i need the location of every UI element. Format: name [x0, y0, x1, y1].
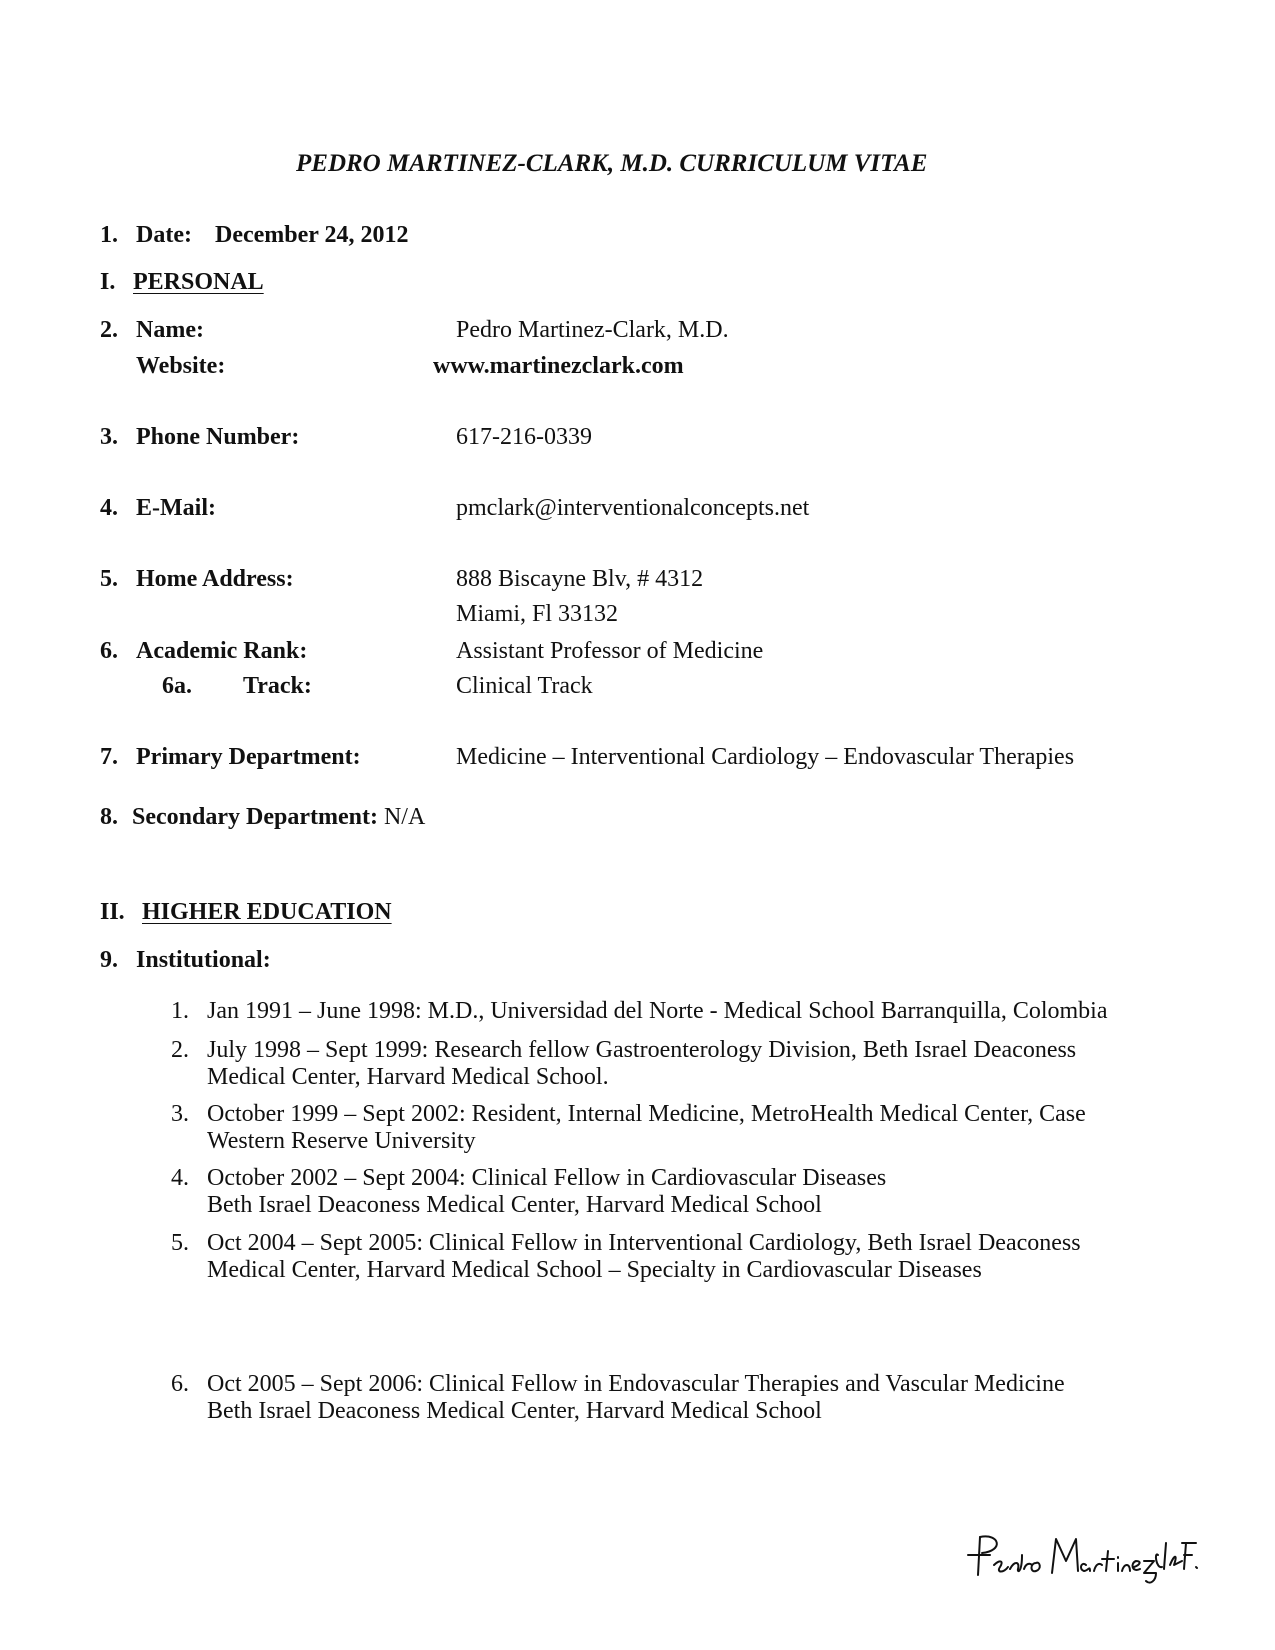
rank-number: 6. — [100, 638, 118, 664]
institutional-label: Institutional: — [136, 947, 271, 973]
secondary-dept-label: Secondary Department: — [132, 804, 378, 830]
list-item-number: 2. — [171, 1037, 189, 1063]
secondary-dept-value: N/A — [383, 804, 426, 830]
page-title: PEDRO MARTINEZ-CLARK, M.D. CURRICULUM VITAE — [296, 150, 928, 177]
list-item-number: 5. — [171, 1230, 189, 1256]
list-item-line2: Beth Israel Deaconess Medical Center, Harvard Medical School — [207, 1192, 822, 1218]
list-item-line1: October 1999 – Sept 2002: Resident, Internal Medicine, MetroHealth Medical Center, Case — [207, 1101, 1086, 1127]
list-item-line1: Oct 2005 – Sept 2006: Clinical Fellow in Endovascular Therapies and Vascular Medicine — [207, 1371, 1065, 1397]
list-item-number: 4. — [171, 1165, 189, 1191]
secondary-dept-number: 8. — [100, 804, 118, 830]
phone-value: 617-216-0339 — [456, 424, 592, 450]
phone-number-index: 3. — [100, 424, 118, 450]
email-number: 4. — [100, 495, 118, 521]
rank-label: Academic Rank: — [136, 638, 308, 664]
address-number: 5. — [100, 566, 118, 592]
list-item-line2: Medical Center, Harvard Medical School. — [207, 1064, 609, 1090]
date-number: 1. — [100, 222, 118, 248]
track-label: Track: — [243, 673, 312, 699]
website-value[interactable]: www.martinezclark.com — [433, 353, 684, 379]
list-item-line1: Oct 2004 – Sept 2005: Clinical Fellow in Interventional Cardiology, Beth Israel Deaconess — [207, 1230, 1081, 1256]
section-education-number: II. — [100, 899, 125, 925]
address-line2: Miami, Fl 33132 — [456, 601, 619, 627]
email-label: E-Mail: — [136, 495, 216, 521]
track-value: Clinical Track — [456, 673, 593, 699]
primary-dept-value: Medicine – Interventional Cardiology – Endovascular Therapies — [456, 744, 1075, 770]
date-label: Date: — [136, 222, 192, 248]
address-line1: 888 Biscayne Blv, # 4312 — [456, 566, 704, 592]
section-personal-title: PERSONAL — [133, 269, 264, 295]
list-item-number: 3. — [171, 1101, 189, 1127]
signature-image — [960, 1525, 1200, 1595]
track-number: 6a. — [162, 673, 192, 699]
secondary-dept-row — [100, 804, 425, 832]
list-item: Jan 1991 – June 1998: M.D., Universidad del Norte - Medical School Barranquilla, Colombia — [207, 998, 1108, 1024]
name-label: Name: — [136, 317, 204, 343]
primary-dept-number: 7. — [100, 744, 118, 770]
rank-value: Assistant Professor of Medicine — [456, 638, 764, 664]
list-item-line1: July 1998 – Sept 1999: Research fellow Gastroenterology Division, Beth Israel Deaconess — [207, 1037, 1077, 1063]
list-item-line2: Medical Center, Harvard Medical School – Specialty in Cardiovascular Diseases — [207, 1257, 982, 1283]
date-value: December 24, 2012 — [215, 222, 409, 248]
phone-label: Phone Number: — [136, 424, 300, 450]
section-personal-number: I. — [100, 269, 116, 295]
name-value: Pedro Martinez-Clark, M.D. — [456, 317, 729, 343]
list-item-number: 1. — [171, 998, 189, 1024]
address-label: Home Address: — [136, 566, 294, 592]
list-item-line1: October 2002 – Sept 2004: Clinical Fellow in Cardiovascular Diseases — [207, 1165, 887, 1191]
institutional-number: 9. — [100, 947, 118, 973]
list-item-line2: Beth Israel Deaconess Medical Center, Harvard Medical School — [207, 1398, 822, 1424]
name-number: 2. — [100, 317, 118, 343]
website-label: Website: — [136, 353, 226, 379]
list-item-number: 6. — [171, 1371, 189, 1397]
section-education-title: HIGHER EDUCATION — [142, 899, 392, 925]
email-value[interactable]: pmclark@interventionalconcepts.net — [456, 495, 810, 521]
primary-dept-label: Primary Department: — [136, 744, 361, 770]
list-item-line2: Western Reserve University — [207, 1128, 476, 1154]
